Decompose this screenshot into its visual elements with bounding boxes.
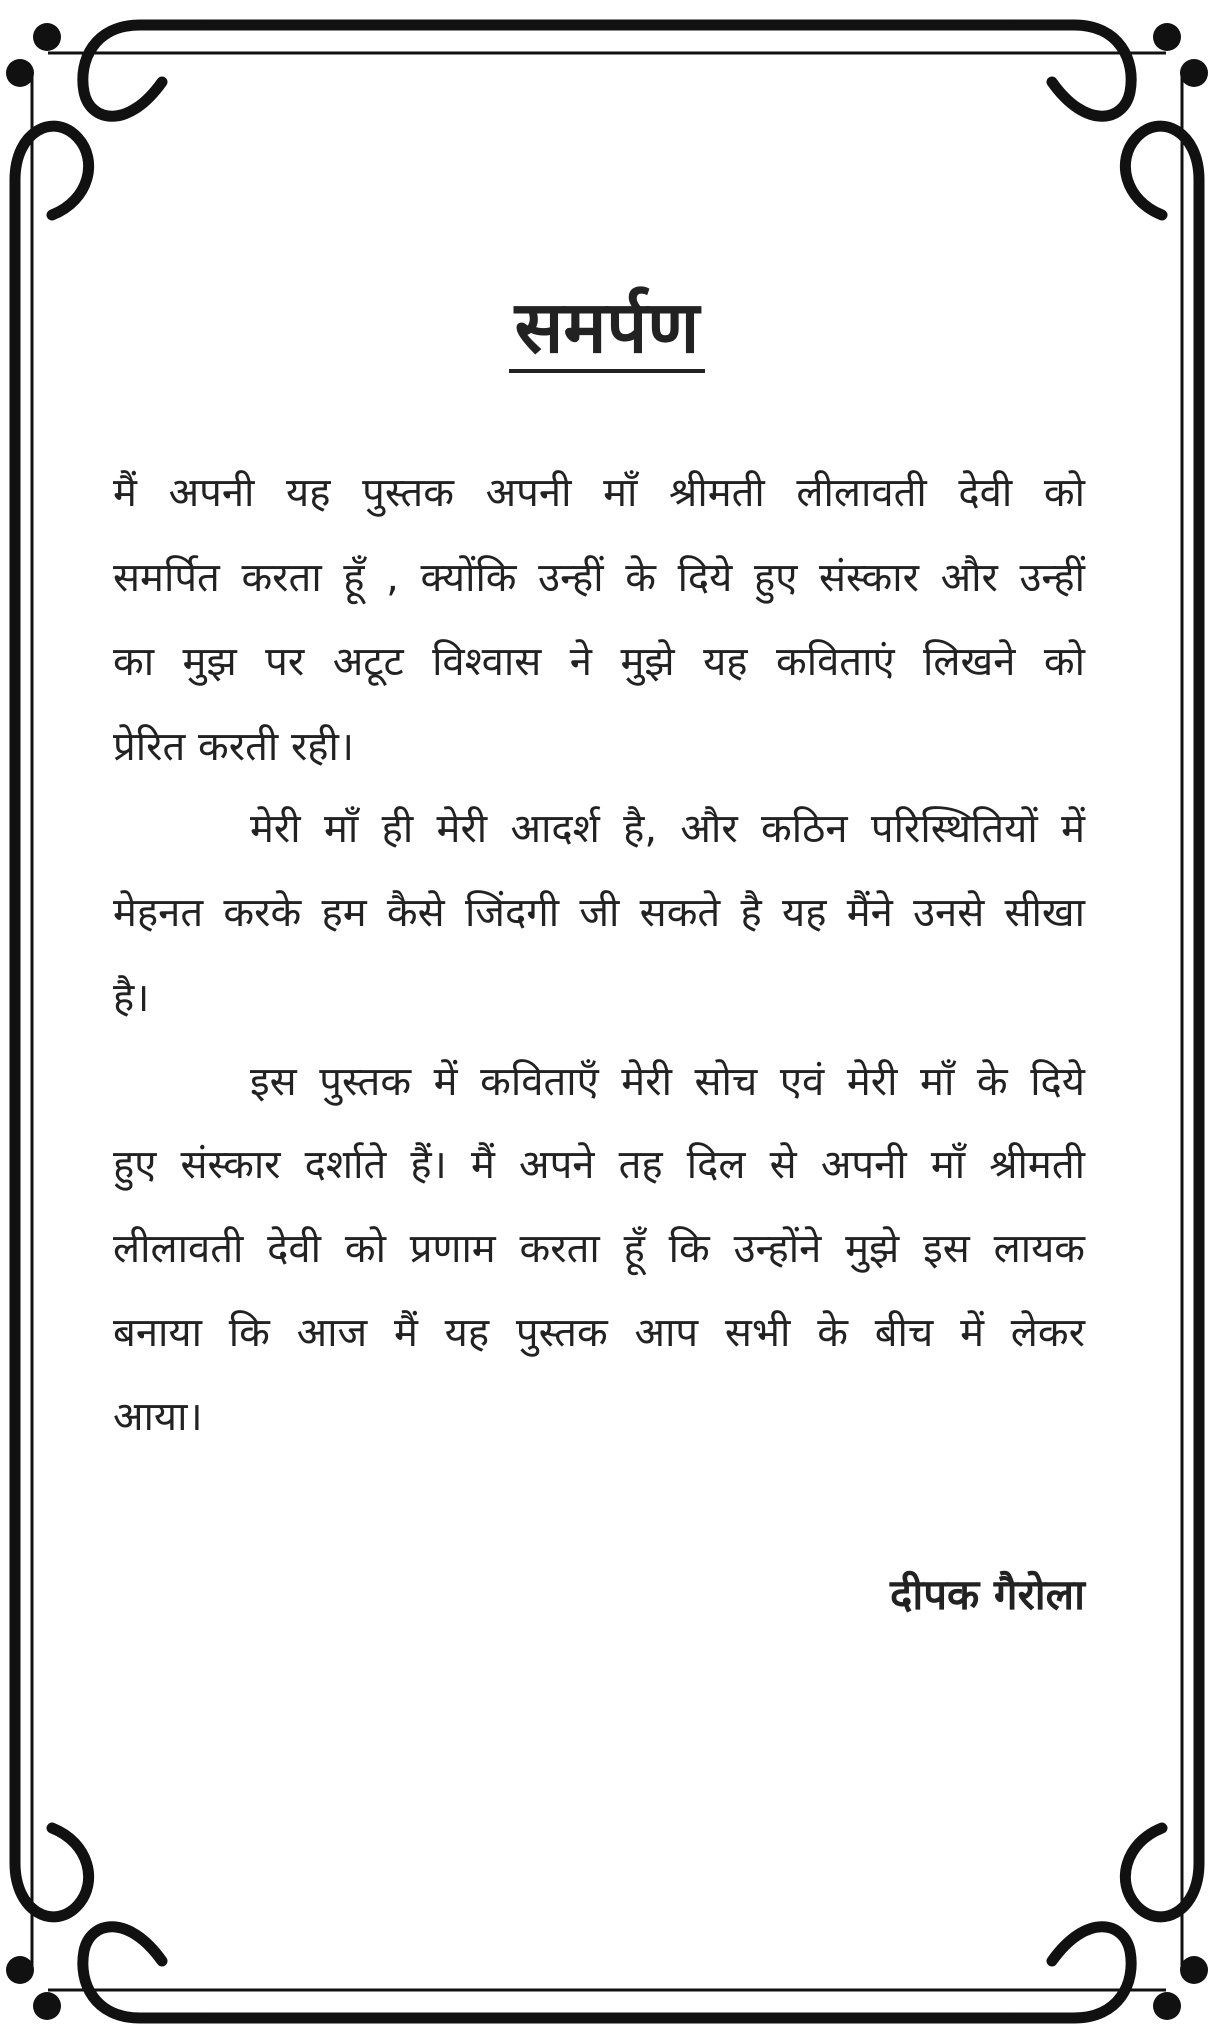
text-line: मेरी माँ ही मेरी आदर्श है, और कठिन परिस्थितियों में (250, 806, 1085, 852)
text-line: प्रेरित करती रही। (113, 724, 355, 770)
text-line: मेहनत करके हम कैसे जिंदगी जी सकते है यह मैंने उनसे सीखा (113, 890, 1085, 936)
corner-ornament-top-right (1014, 23, 1208, 320)
text-line: है। (113, 975, 150, 1021)
corner-ornament-bottom-left (6, 1723, 200, 2020)
corner-ornament-bottom-right (1014, 1723, 1208, 2020)
text-line: हुए संस्कार दर्शाते हैं। मैं अपने तह दिल से अपनी माँ श्रीमती (113, 1142, 1085, 1188)
title-text: समर्पण (509, 285, 706, 373)
text-line: का मुझ पर अटूट विश्वास ने मुझे यह कविताएं लिखने को (113, 639, 1085, 685)
text-line: समर्पित करता हूँ , क्योंकि उन्हीं के दिये हुए संस्कार और उन्हीं (113, 555, 1085, 601)
text-line: बनाया कि आज मैं यह पुस्तक आप सभी के बीच में लेकर (113, 1310, 1085, 1356)
text-line: लीलावती देवी को प्रणाम करता हूँ कि उन्होंने मुझे इस लायक (113, 1226, 1085, 1272)
text-line: आया। (113, 1394, 203, 1440)
text-line: इस पुस्तक में कविताएँ मेरी सोच एवं मेरी माँ के दिये (250, 1059, 1085, 1105)
corner-ornament-top-left (6, 23, 200, 320)
author-signature: दीपक गैरोला (890, 1570, 1085, 1619)
page-title (0, 282, 1214, 373)
text-line: मैं अपनी यह पुस्तक अपनी माँ श्रीमती लीलावती देवी को (113, 470, 1085, 516)
